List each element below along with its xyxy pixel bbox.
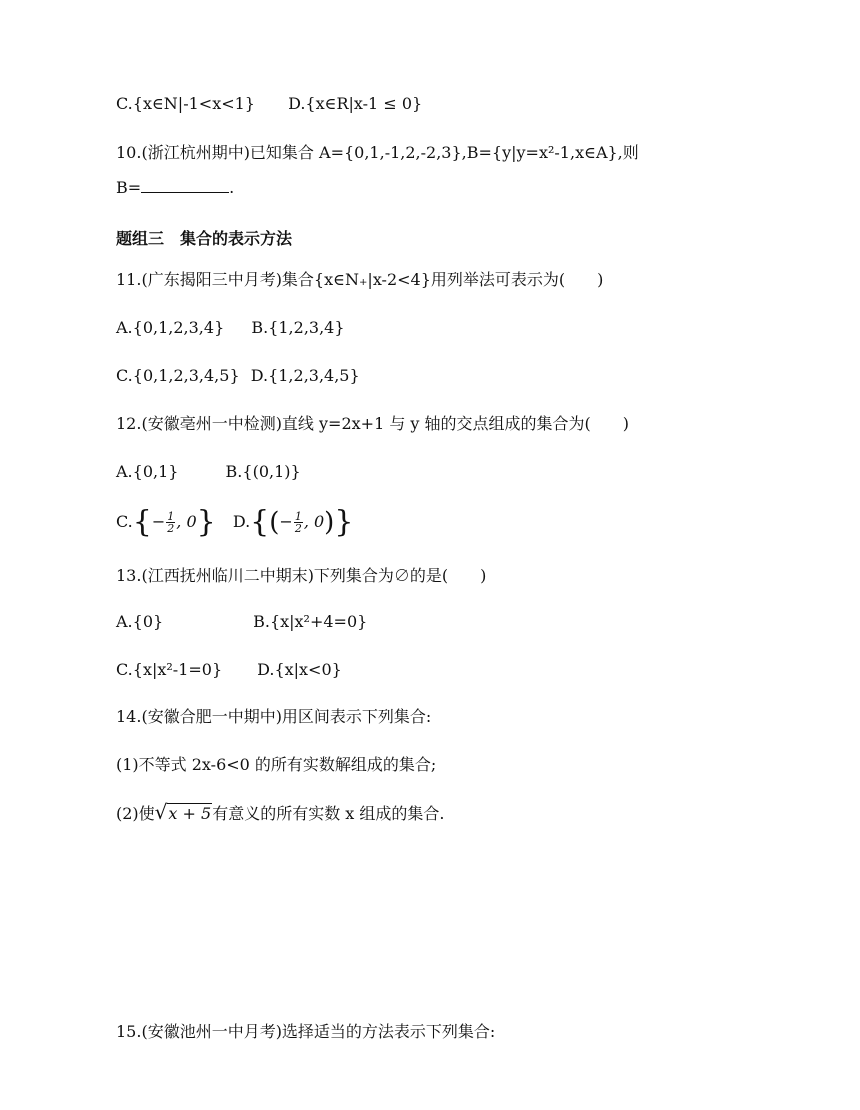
q9-options-cd xyxy=(116,93,422,115)
q9-option-d: D.{x∈R|x-1 ≤ 0} xyxy=(288,94,423,113)
q12-options-cd xyxy=(116,504,354,540)
q12-option-d-label: D. xyxy=(232,512,251,531)
section-title: 题组三 集合的表示方法 xyxy=(116,229,293,248)
q11-option-c: C.{0,1,2,3,4,5} xyxy=(116,366,240,385)
q11-options-cd xyxy=(116,365,360,387)
q12-options-ab xyxy=(116,461,301,483)
q14-part2-suffix: 有意义的所有实数 x 组成的集合. xyxy=(212,804,445,823)
q13-options-ab xyxy=(116,611,367,633)
q12-option-a: A.{0,1} xyxy=(116,462,179,481)
q12-option-c-label: C. xyxy=(116,512,133,531)
q14-part2 xyxy=(116,801,445,825)
q10-blank-suffix: . xyxy=(229,178,235,197)
q12-option-c: C.{− $\frac{1}{2}$ , 0} xyxy=(116,504,216,540)
q11-options-ab xyxy=(116,317,345,339)
q12-option-b: B.{(0,1)} xyxy=(225,462,301,481)
q12-c-fraction: $\frac{1}{2}$ xyxy=(167,510,175,535)
q12-stem: 12.(安徽亳州一中检测)直线 y=2x+1 与 y 轴的交点组成的集合为( ) xyxy=(116,414,630,433)
q13-option-d: D.{x|x<0} xyxy=(257,660,342,679)
q14-part1: (1)不等式 2x-6<0 的所有实数解组成的集合; xyxy=(116,755,437,774)
q14-part2-prefix: (2)使 xyxy=(116,804,155,823)
q11-option-d: D.{1,2,3,4,5} xyxy=(250,366,360,385)
q10-answer-line xyxy=(116,176,234,199)
q9-option-c: C.{x∈N|-1<x<1} xyxy=(116,94,255,113)
q11-option-b: B.{1,2,3,4} xyxy=(251,318,345,337)
q12-option-d: D.{(− $\frac{1}{2}$ , 0)} xyxy=(232,504,354,540)
q13-option-a: A.{0} xyxy=(116,612,164,631)
q14-stem: 14.(安徽合肥一中期中)用区间表示下列集合: xyxy=(116,707,432,726)
q13-option-c: C.{x|x²-1=0} xyxy=(116,660,223,679)
q12-d-fraction: $\frac{1}{2}$ xyxy=(294,510,302,535)
q13-options-cd xyxy=(116,659,342,681)
q15-stem: 15.(安徽池州一中月考)选择适当的方法表示下列集合: xyxy=(116,1022,496,1041)
q10-blank-prefix: B= xyxy=(116,178,142,197)
q11-stem: 11.(广东揭阳三中月考)集合{x∈N₊|x-2<4}用列举法可表示为( ) xyxy=(116,270,604,289)
q13-option-b: B.{x|x²+4=0} xyxy=(253,612,368,631)
q10-answer-blank[interactable] xyxy=(141,176,229,193)
q10-stem: 10.(浙江杭州期中)已知集合 A={0,1,-1,2,-2,3},B={y|y=x²-1,x∈A},则 xyxy=(116,143,639,162)
q13-stem: 13.(江西抚州临川二中期末)下列集合为∅的是( ) xyxy=(116,566,487,585)
q11-option-a: A.{0,1,2,3,4} xyxy=(116,318,225,337)
sqrt-expression: √x + 5 xyxy=(154,800,212,824)
